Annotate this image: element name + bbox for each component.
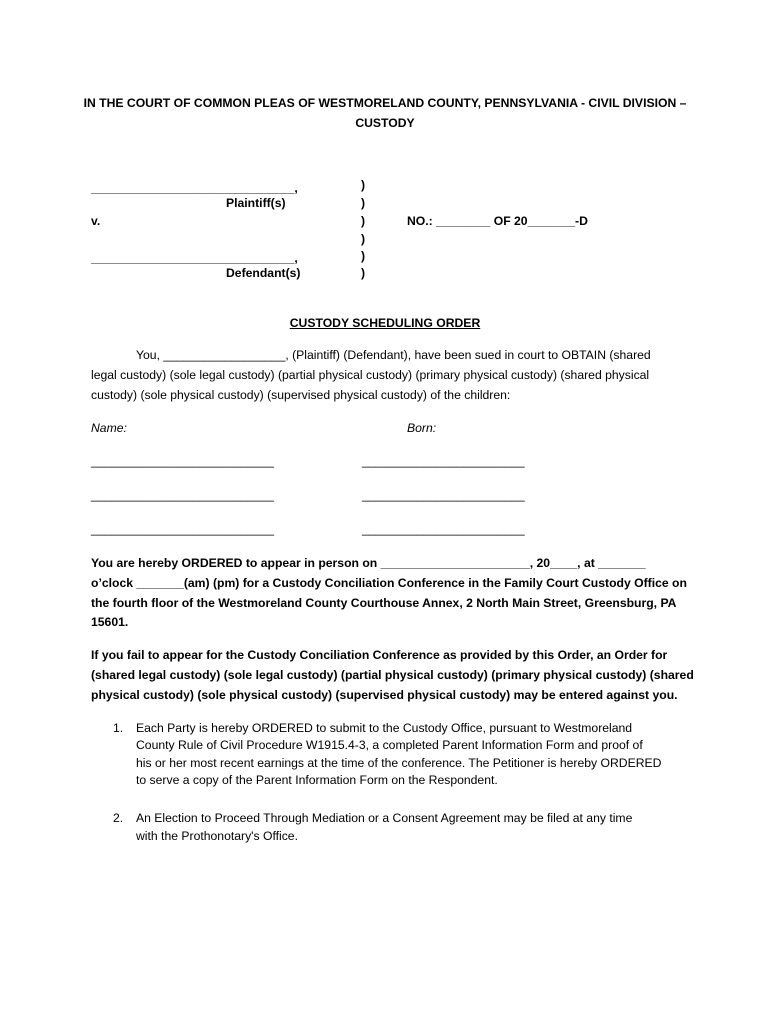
order-line4: 15601. (91, 615, 129, 629)
court-heading-line1: IN THE COURT OF COMMON PLEAS OF WESTMORELAND COUNTY, PENNSYLVANIA - CIVIL DIVISION – (83, 96, 687, 110)
order-title: CUSTODY SCHEDULING ORDER (289, 316, 481, 330)
intro-line2: legal custody) (sole legal custody) (partial physical custody) (primary physical custody) (shared physical (91, 368, 650, 382)
defendant-label: Defendant(s) (226, 266, 301, 280)
plaintiff-blank: ______________________________, (91, 181, 298, 195)
caption-paren: ) (361, 249, 366, 263)
court-heading-line2: CUSTODY (355, 116, 415, 130)
item2-line2: with the Prothonotary's Office. (136, 829, 298, 843)
item1-line1: Each Party is hereby ORDERED to submit to the Custody Office, pursuant to Westmoreland (136, 721, 633, 735)
child-name-blank: ___________________________ (91, 488, 275, 502)
child-name-blank: ___________________________ (91, 454, 275, 468)
child-born-blank: ________________________ (362, 488, 525, 502)
order-line3: the fourth floor of the Westmoreland County Courthouse Annex, 2 North Main Street, Greensburg, PA (91, 596, 677, 610)
list-number-1: 1. (113, 721, 124, 735)
item2-line1: An Election to Proceed Through Mediation or a Consent Agreement may be filed at any time (136, 811, 633, 825)
failure-line3: physical custody) (sole physical custody) (supervised physical custody) may be entered against you. (91, 688, 678, 702)
order-line1: You are hereby ORDERED to appear in person on ______________________, 20____, at _______ (91, 556, 646, 570)
order-line2: o’clock _______(am) (pm) for a Custody Conciliation Conference in the Family Court Custody Office on (91, 576, 687, 590)
defendant-blank: ______________________________, (91, 251, 298, 265)
caption-paren: ) (361, 266, 366, 280)
failure-line1: If you fail to appear for the Custody Conciliation Conference as provided by this Order, an Order for (91, 648, 668, 662)
born-column-label: Born: (407, 421, 437, 435)
list-number-2: 2. (113, 811, 124, 825)
item1-line4: to serve a copy of the Parent Information Form on the Respondent. (136, 773, 498, 787)
child-name-blank: ___________________________ (91, 522, 275, 536)
caption-paren: ) (361, 196, 366, 210)
item1-line3: his or her most recent earnings at the time of the conference. The Petitioner is hereby ORDERED (136, 756, 662, 770)
case-number: NO.: ________ OF 20_______-D (407, 214, 588, 228)
intro-line3: custody) (sole physical custody) (supervised physical custody) of the children: (91, 388, 511, 402)
failure-line2: (shared legal custody) (sole legal custody) (partial physical custody) (primary physical custody) (shared (91, 668, 694, 682)
child-born-blank: ________________________ (362, 454, 525, 468)
name-column-label: Name: (91, 421, 127, 435)
item1-line2: County Rule of Civil Procedure W1915.4-3, a completed Parent Information Form and proof of (136, 738, 643, 752)
caption-paren: ) (361, 232, 366, 246)
versus-label: v. (91, 214, 101, 228)
caption-paren: ) (361, 178, 366, 192)
caption-paren: ) (361, 214, 366, 228)
intro-line1: You, __________________, (Plaintiff) (Defendant), have been sued in court to OBTAIN (shared (136, 348, 651, 362)
plaintiff-label: Plaintiff(s) (226, 196, 286, 210)
child-born-blank: ________________________ (362, 522, 525, 536)
